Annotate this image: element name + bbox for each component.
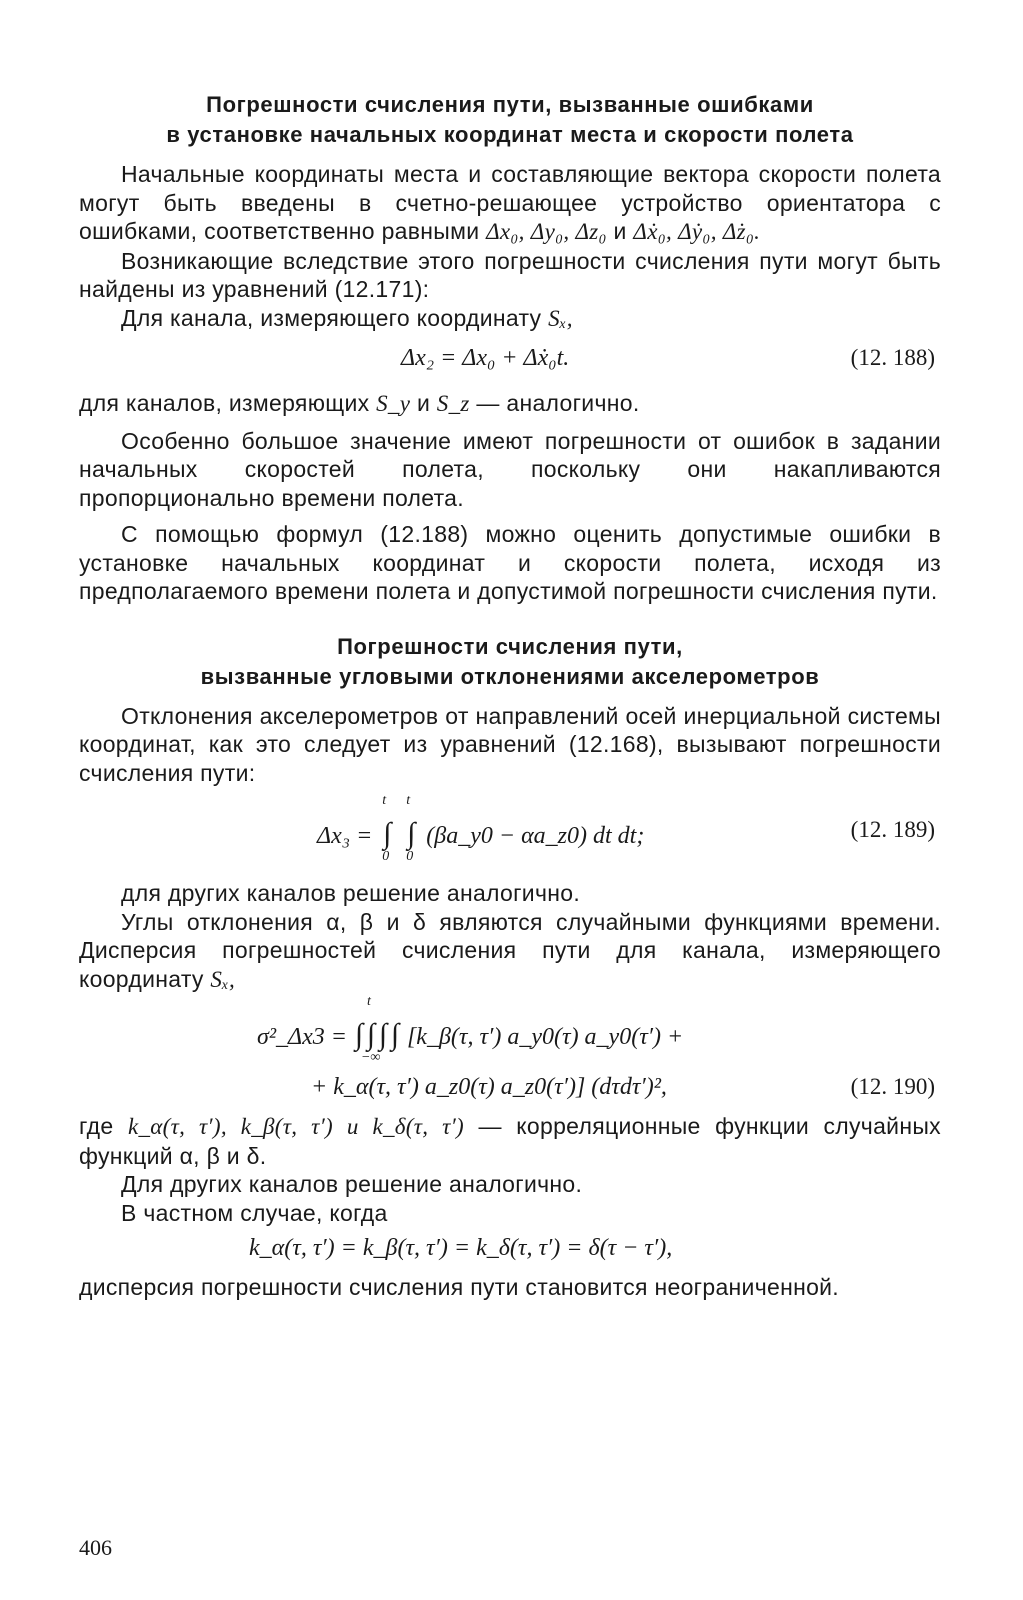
section-heading-angular-deviations <box>79 632 941 692</box>
paragraph-text: — корреляционные функции случайных функций α, β и δ. <box>79 1113 941 1169</box>
heading-line: вызванные угловыми отклонениями акселерометров <box>200 663 820 689</box>
integral-sign: ∫ <box>390 1018 400 1051</box>
math-inline: Δẋ₀, Δẏ₀, Δż₀. <box>633 219 761 244</box>
paragraph-text: где <box>79 1113 114 1139</box>
equation-expression <box>317 793 645 864</box>
paragraph <box>79 908 941 995</box>
page-number: 406 <box>79 1535 112 1560</box>
equation-expression: Δx₂ = Δx₀ + Δẋ₀t. <box>401 345 570 371</box>
paragraph <box>79 304 941 334</box>
math-inline: S_y <box>376 391 411 416</box>
equation-12-190-line2 <box>79 1068 941 1112</box>
math-inline: Δx₀, Δy₀, Δz₀ <box>486 219 607 244</box>
integral-sign: ∫ t 0 <box>382 793 392 864</box>
equation-12-190-line1 <box>79 994 941 1068</box>
paragraph-text: Углы отклонения α, β и δ являются случайными функциями времени. Дисперсия погрешностей счисления пути для канала, измеряющего координату <box>79 908 941 992</box>
math-inline: Sₓ, <box>548 305 573 331</box>
equation-integrand: (βa_y0 − αa_z0) dt dt; <box>426 823 645 849</box>
equation-12-189 <box>79 787 941 879</box>
paragraph: С помощью формул (12.188) можно оценить допустимые ошибки в установке начальных координат и скорости полета, исходя из предполагаемого времени полета и допустимой погрешности счисления пути. <box>79 521 941 604</box>
paragraph: Отклонения акселерометров от направлений осей инерциальной системы координат, как это следует из уравнений (12.168), вызывают погрешности счисления пути: <box>79 702 941 786</box>
paragraph: Для других каналов решение аналогично. <box>121 1171 583 1197</box>
equation-special-case <box>79 1227 941 1273</box>
integral-limit-upper: t <box>366 994 371 1009</box>
paragraph-text: и <box>613 218 627 244</box>
paragraph-text: — аналогично. <box>476 390 640 416</box>
integral-sign: ∫ t 0 <box>406 793 416 864</box>
equation-number: (12. 190) <box>850 1074 935 1099</box>
equation-line: [k_β(τ, τ′) a_y0(τ) a_y0(τ′) + <box>406 1024 684 1050</box>
integral-limit-lower: 0 <box>382 849 390 864</box>
equation-expression <box>257 994 684 1065</box>
paragraph <box>79 1112 941 1170</box>
heading-line: Погрешности счисления пути, <box>337 633 683 659</box>
paragraph-text: и <box>416 390 431 416</box>
paragraph: В частном случае, когда <box>121 1199 388 1226</box>
equation-expression: k_α(τ, τ′) = k_β(τ, τ′) = k_δ(τ, τ′) = δ(τ − τ′), <box>249 1235 673 1261</box>
equation-lhs: σ²_Δx3 = <box>257 1024 347 1050</box>
math-inline: Sₓ, <box>210 966 236 992</box>
integral-limit-upper: t <box>382 793 387 808</box>
math-inline: S_z <box>436 391 470 416</box>
paragraph <box>79 389 941 419</box>
integral-sign: ∫ <box>354 1018 364 1051</box>
paragraph-text: для каналов, измеряющих <box>79 390 370 416</box>
integral-limit-lower: 0 <box>406 849 414 864</box>
math-inline: k_α(τ, τ′), k_β(τ, τ′) и k_δ(τ, τ′) <box>127 1114 465 1139</box>
paragraph: Особенно большое значение имеют погрешности от ошибок в задании начальных скоростей полета, поскольку они накапливаются пропорционально времени полета. <box>79 427 941 511</box>
paragraph-text: Для канала, измеряющего координату <box>121 304 542 331</box>
integral-sign: ∫ t −∞ <box>360 994 381 1065</box>
equation-lhs: Δx₃ = <box>317 823 373 849</box>
paragraph <box>79 160 941 247</box>
paragraph: для других каналов решение аналогично. <box>121 880 581 906</box>
equation-line: + k_α(τ, τ′) a_z0(τ) a_z0(τ′)] (dτdτ′)², <box>311 1074 667 1100</box>
paragraph: Возникающие вследствие этого погрешности счисления пути могут быть найдены из уравнений (12.171): <box>79 247 941 302</box>
integral-sign: ∫ <box>378 1018 388 1051</box>
heading-line: в установке начальных координат места и скорости полета <box>166 122 854 147</box>
integral-limit-lower: −∞ <box>360 1050 381 1065</box>
paragraph: дисперсия погрешности счисления пути становится неограниченной. <box>79 1274 839 1300</box>
book-page <box>79 88 941 1302</box>
equation-number: (12. 188) <box>850 345 935 370</box>
heading-line: Погрешности счисления пути, вызванные ошибками <box>206 92 814 117</box>
equation-number: (12. 189) <box>850 817 935 842</box>
integral-limit-upper: t <box>406 793 411 808</box>
section-heading-initial-errors <box>79 90 941 150</box>
equation-12-188 <box>79 333 941 389</box>
paragraph-text: Начальные координаты места и составляющие вектора скорости полета могут быть введены в счетно-решающее устройство ориентатора с ошибками, соответственно равными <box>79 161 941 244</box>
